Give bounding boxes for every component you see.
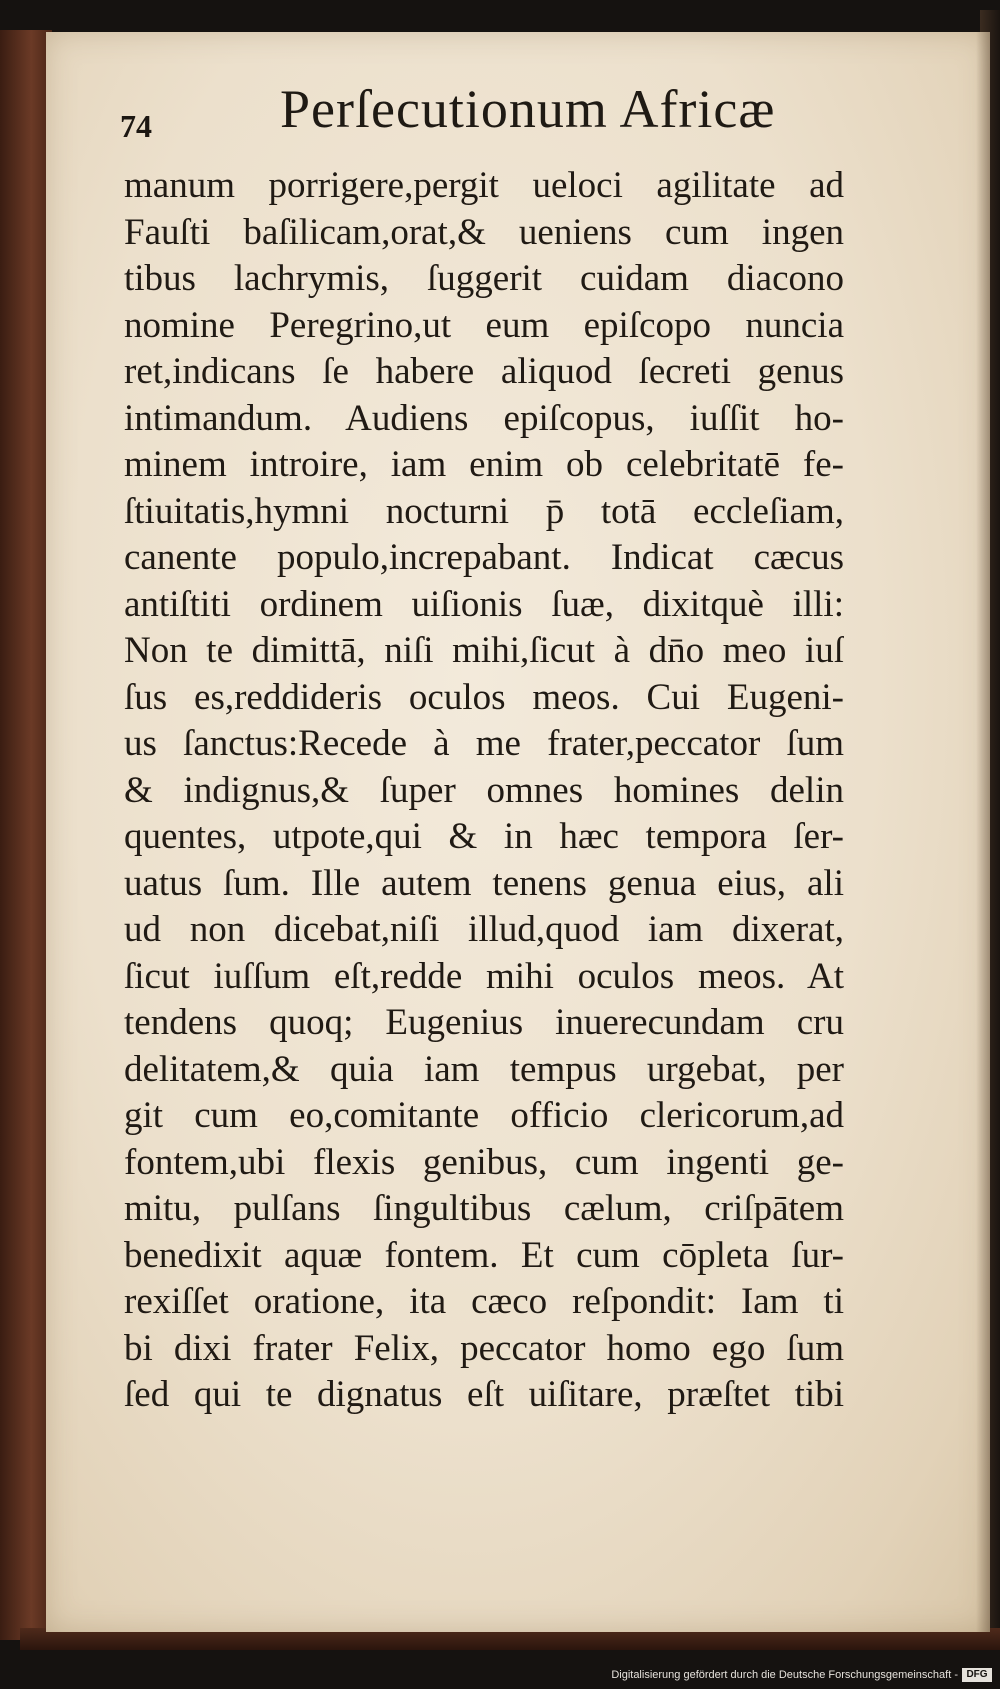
text-line: intimandum. Audiens epiſcopus, iuſſit ho- [124,397,844,439]
digitization-credit: Digitalisierung gefördert durch die Deutsche Forschungsgemeinschaft - [611,1669,958,1681]
text-line: & indignus,& ſuper omnes homines delin [124,769,844,811]
page-header [120,78,820,158]
text-line: delitatem,& quia iam tempus urgebat, per [124,1048,844,1090]
dfg-logo: DFG [962,1668,992,1682]
footer-bar [0,1664,1000,1689]
text-line: ſed qui te dignatus eſt uiſitare, præſtet tibi [124,1374,844,1415]
text-line: rexiſſet oratione, ita cæco reſpondit: Iam ti [124,1281,844,1322]
text-line: tibus lachrymis, ſuggerit cuidam diacono [124,258,844,299]
text-line: canente populo,increpabant. Indicat cæcus [124,537,844,578]
text-line: us ſanctus:Recede à me frater,peccator ſum [124,723,844,764]
text-line: minem introire, iam enim ob celebritatē fe- [124,444,844,485]
text-line: quentes, utpote,qui & in hæc tempora ſer- [124,816,844,857]
text-line: antiſtiti ordinem uiſionis ſuæ, dixitquè illi: [124,583,844,625]
text-line: bi dixi frater Felix, peccator homo ego ſum [124,1327,844,1369]
text-line: Fauſti baſilicam,orat,& ueniens cum ingen [124,211,844,253]
text-line: tendens quoq; Eugenius inuerecundam cru [124,1002,844,1043]
text-line: fontem,ubi flexis genibus, cum ingenti ge- [124,1141,844,1183]
text-line: ret,indicans ſe habere aliquod ſecreti genus [124,351,844,392]
book-cover-left [0,30,52,1640]
running-title: Perſecutionum Africæ [280,79,776,139]
text-line: Non te dimittā, niſi mihi,ſicut à dn̄o meo iuſ [124,630,844,671]
text-line: manum porrigere,pergit ueloci agilitate ad [124,165,844,206]
text-line: uatus ſum. Ille autem tenens genua eius, ali [124,862,844,904]
text-line: ſicut iuſſum eſt,redde mihi oculos meos. At [124,955,844,997]
text-line: git cum eo,comitante officio clericorum,ad [124,1095,844,1136]
text-line: ud non dicebat,niſi illud,quod iam dixerat, [124,909,844,950]
text-line: ſus es,reddideris oculos meos. Cui Eugeni- [124,676,844,718]
page-edge-shadow [976,32,990,1632]
text-line: nomine Peregrino,ut eum epiſcopo nuncia [124,304,844,346]
text-line: mitu, pulſans ſingultibus cælum, criſpātem [124,1188,844,1229]
body-text [124,163,844,1419]
page-number: 74 [120,108,152,144]
text-line: benedixit aquæ fontem. Et cum cōpleta ſur- [124,1234,844,1276]
text-line: ſtiuitatis,hymni nocturni p̄ totā eccleſiam, [124,490,844,532]
